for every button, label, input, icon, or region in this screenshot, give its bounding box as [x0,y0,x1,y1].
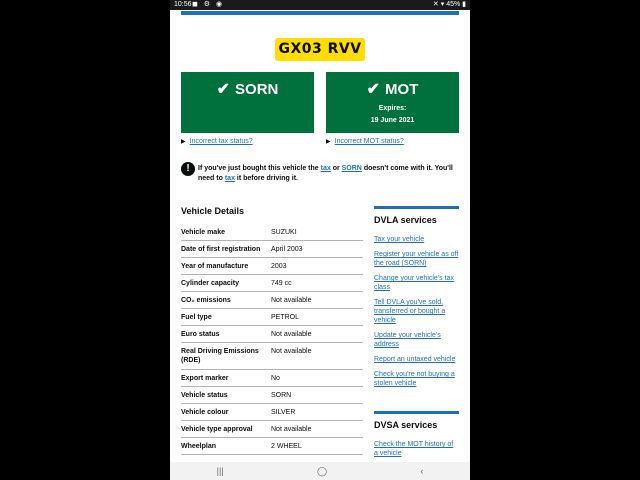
incorrect-mot-row [326,138,404,145]
row-value: 2 WHEEL [271,443,302,450]
table-row [181,387,363,404]
warning-text-part: or [330,165,342,172]
row-value: No [271,375,280,382]
triangle-right-icon: ▶ [326,139,331,145]
dvla-link[interactable]: Update your vehicle's address [374,332,441,348]
tax-link[interactable]: tax [320,165,331,172]
table-row [181,343,363,370]
row-value: SUZUKI [271,229,297,236]
row-value: Not available [271,331,312,338]
row-value: Not available [271,297,312,304]
table-row [181,326,363,343]
row-value: Not available [271,426,312,433]
row-key: CO₂ emissions [181,297,231,304]
dvsa-services-panel [374,411,459,464]
mot-expires-label: Expires: [378,105,407,112]
row-value: April 2003 [271,246,303,253]
row-key: Vehicle make [181,229,225,236]
sorn-link[interactable]: SORN [341,165,362,172]
warning-text-part: it before driving it. [234,175,298,182]
row-key: Wheelplan [181,443,217,450]
row-key: Date of first registration [181,246,261,253]
header-accent-bar [181,11,459,15]
dvla-link[interactable]: Register your vehicle as off the road (SORN) [374,251,459,267]
android-nav-bar [170,462,470,480]
incorrect-mot-link[interactable]: Incorrect MOT status? [334,138,404,145]
incorrect-tax-row [181,138,253,145]
table-row [181,309,363,326]
table-row [181,241,363,258]
dvla-services-panel [374,206,459,394]
row-value: 2003 [271,263,287,270]
row-key: Export marker [181,375,229,382]
row-key: Fuel type [181,314,212,321]
table-row [181,404,363,421]
row-key: Cylinder capacity [181,280,239,287]
row-key: Real Driving Emissions (RDE) [181,348,259,364]
table-row [181,292,363,309]
dvla-link[interactable]: Check you're not buying a stolen vehicle [374,371,455,387]
dvla-link[interactable]: Report an untaxed vehicle [374,356,456,363]
dvla-link[interactable]: Tax your vehicle [374,236,425,243]
dvsa-link[interactable]: Check the MOT history of a vehicle [374,441,454,457]
tax-link-2[interactable]: tax [224,175,235,182]
dvla-services-title: DVLA services [374,215,437,225]
status-time: 10:56 [174,1,192,8]
tax-status-label: SORN [235,80,279,98]
vehicle-details-table [181,224,363,455]
dvla-link[interactable]: Change your vehicle's tax class [374,275,454,291]
exclamation-icon: ! [181,162,195,176]
tax-status-panel [181,72,314,133]
warning-text-part: doesn't come with it. You'll need to [198,165,453,182]
row-value: SILVER [271,409,296,416]
vehicle-details-title: Vehicle Details [181,206,245,216]
row-value: Not available [271,348,312,355]
recent-apps-icon[interactable]: ||| [216,466,224,476]
row-key: Year of manufacture [181,263,249,270]
triangle-right-icon: ▶ [181,139,186,145]
incorrect-tax-link[interactable]: Incorrect tax status? [189,138,253,145]
dvsa-services-title: DVSA services [374,420,438,430]
table-row [181,421,363,438]
table-row [181,258,363,275]
row-key: Vehicle status [181,392,228,399]
row-key: Vehicle colour [181,409,229,416]
row-key: Euro status [181,331,220,338]
row-key: Vehicle type approval [181,426,253,433]
mot-status-label: MOT [385,80,419,98]
row-value: SORN [271,392,292,399]
table-row [181,370,363,387]
warning-text [198,164,461,184]
phone-screen [170,0,470,480]
back-icon[interactable]: ‹ [420,466,424,476]
status-bar [170,0,470,10]
table-row [181,224,363,241]
check-icon: ✔ [216,81,231,98]
panel-accent-bar [374,206,459,209]
row-value: 749 cc [271,280,292,287]
home-icon[interactable]: ◯ [316,465,328,476]
warning-text-part: If you've just bought this vehicle the [198,165,321,172]
mot-expires-date: 19 June 2021 [370,117,415,124]
battery-indicator: ✕ ▾ 45% ▮ [432,1,466,8]
registration-plate: GX03 RVV [275,38,365,61]
table-row [181,275,363,292]
row-value: PETROL [271,314,300,321]
mot-status-panel [326,72,459,133]
dvla-link[interactable]: Tell DVLA you've sold, transferred or bought a vehicle [374,299,446,324]
check-icon: ✔ [366,81,381,98]
notification-icons: ◼ ⚙ ◉ [192,1,225,8]
table-row [181,438,363,455]
panel-accent-bar [374,411,459,414]
